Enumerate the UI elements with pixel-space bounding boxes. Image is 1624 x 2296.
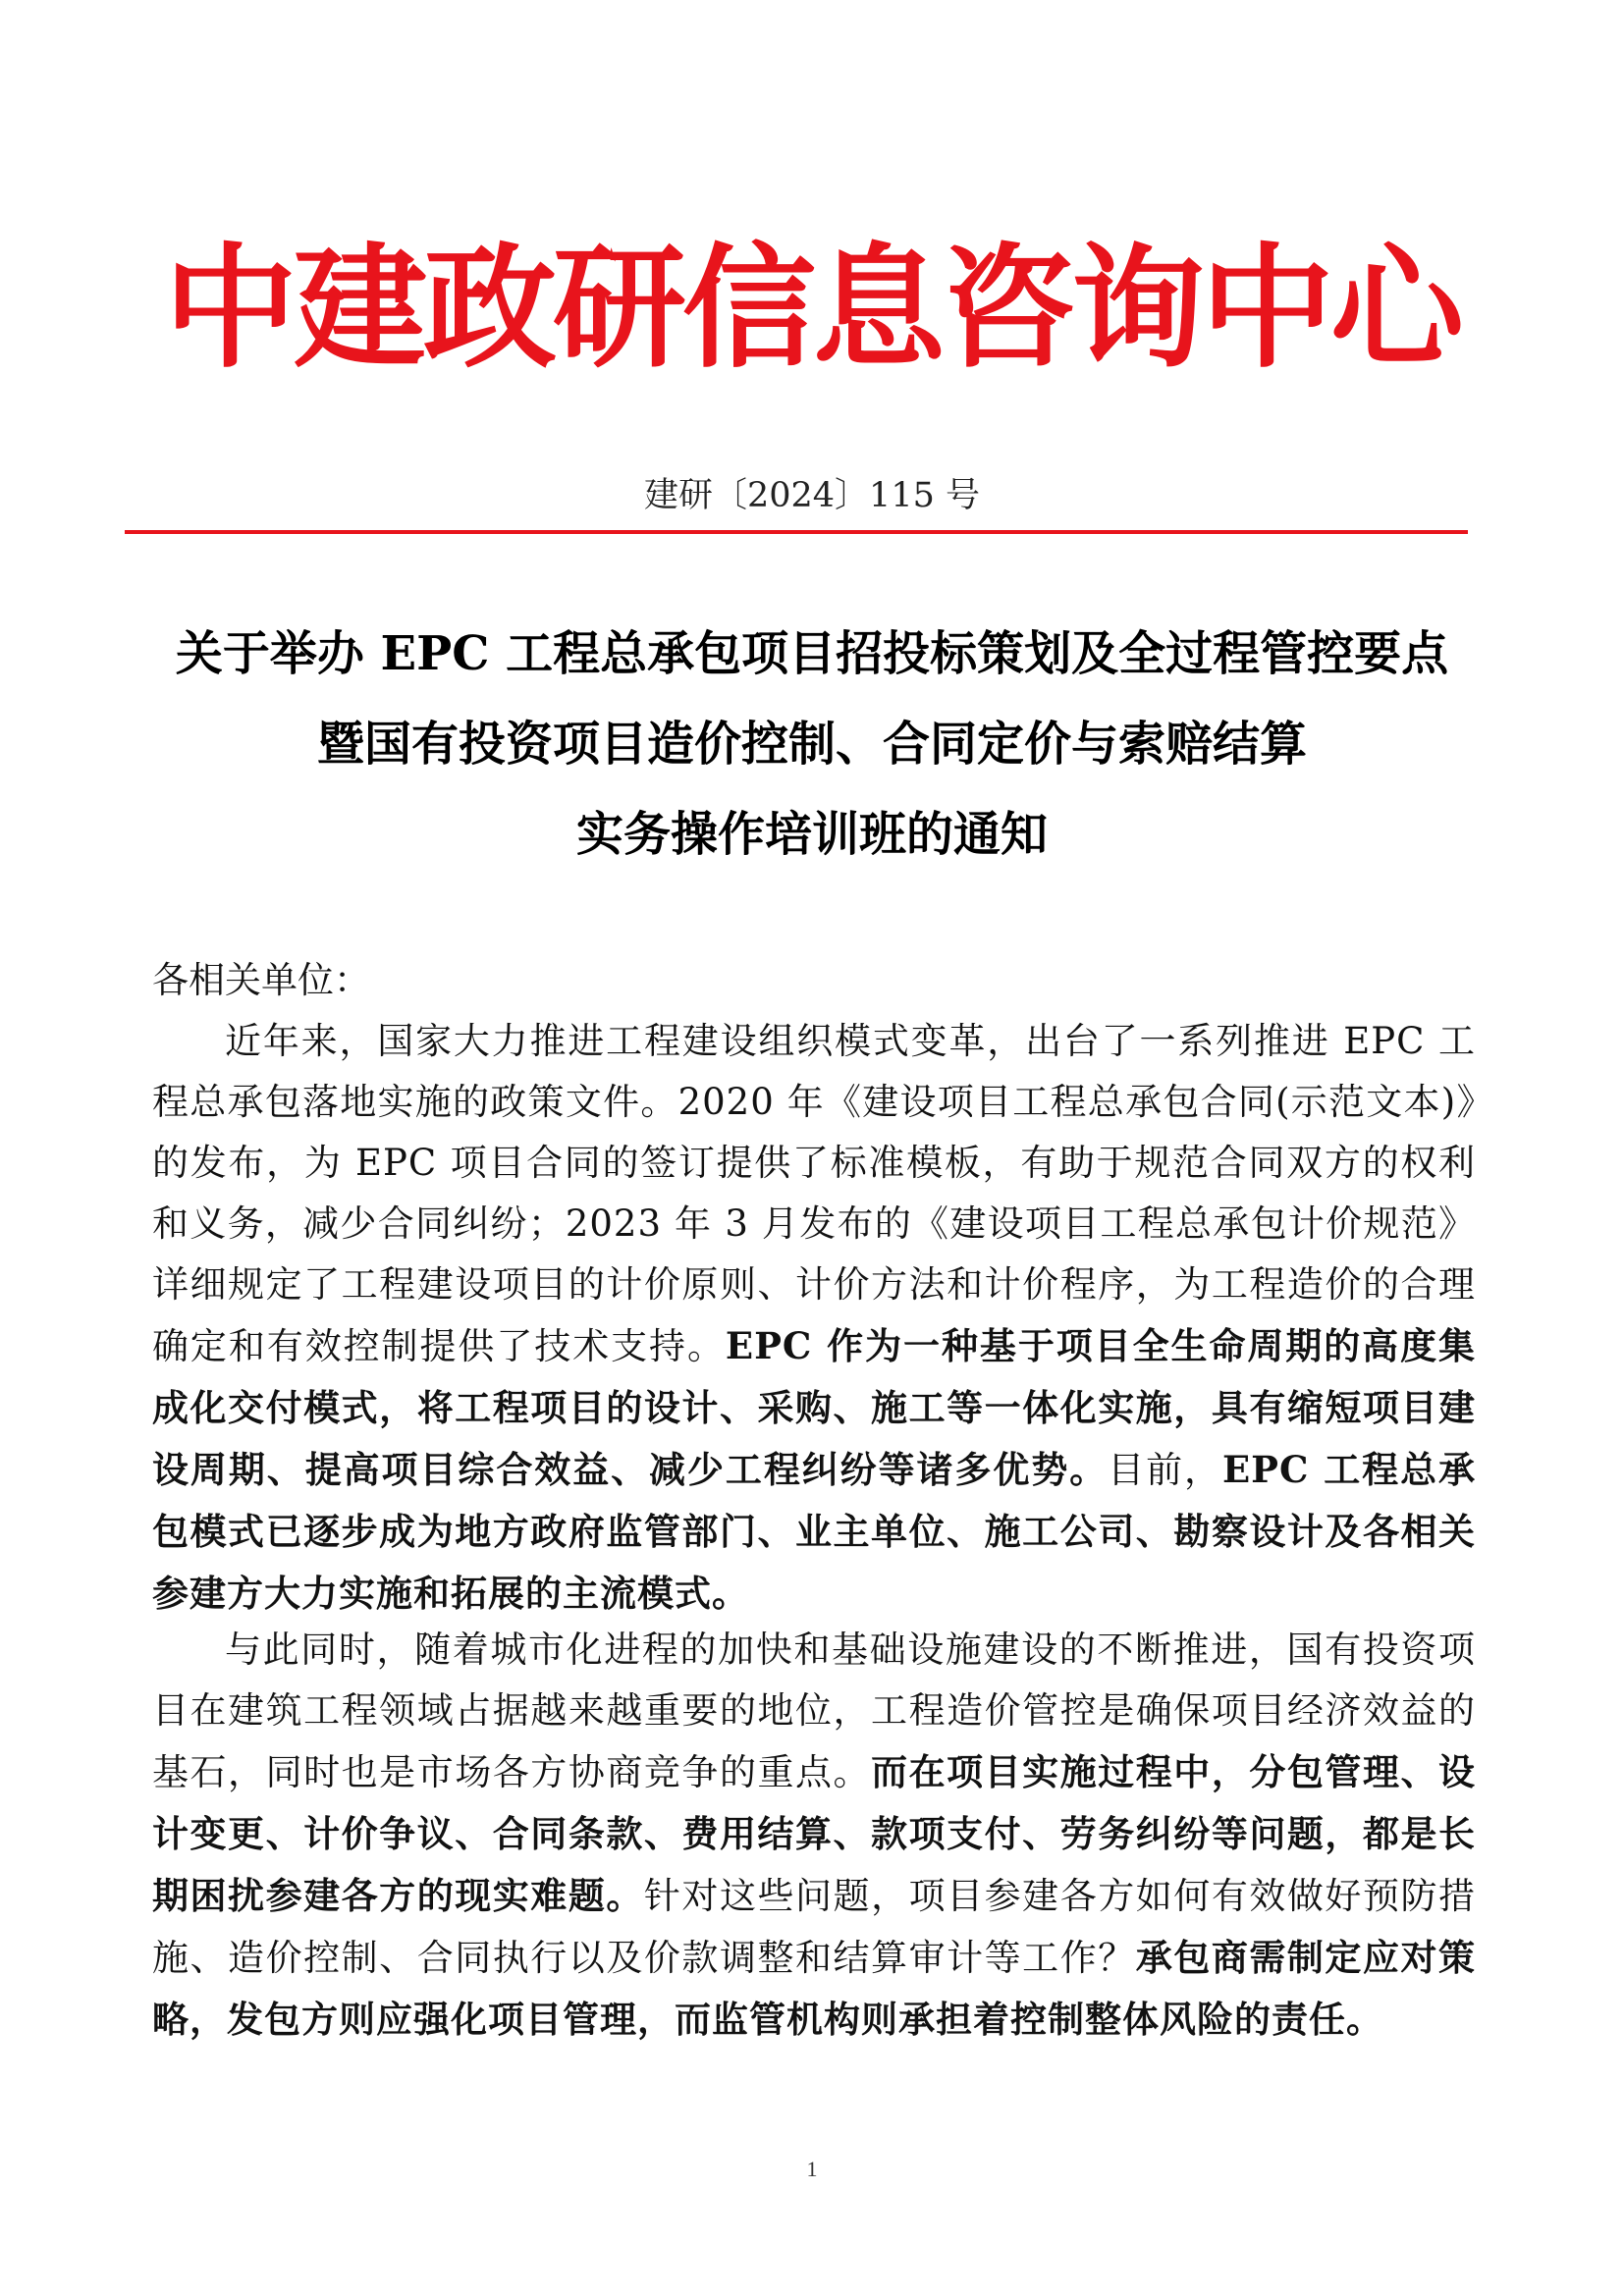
title-line-3: 实务操作培训班的通知	[575, 807, 1048, 862]
organization-header: 中建政研信息咨询中心	[164, 232, 1460, 387]
paragraph-2-emphasis-a: 而在项目实施过程中，分包管理、设计变更、计价争议、合同条款、费用结算、款项支付、劳务纠纷等问题，都是长期困扰参建各方的现实难题。	[152, 1750, 1477, 1917]
paragraph-1-emphasis-b: EPC 工程总承包模式已逐步成为地方政府监管部门、业主单位、施工公司、勘察设计及各相关参建方大力实施和拓展的主流模式。	[152, 1448, 1476, 1615]
salutation: 各相关单位：	[152, 959, 370, 1001]
paragraph-1-text-b: 目前，	[1108, 1449, 1222, 1491]
paragraph-1-text-a: 近年来，国家大力推进工程建设组织模式变革，出台了一系列推进 EPC 工程总承包落地实施的政策文件。2020 年《建设项目工程总承包合同(示范文本)》的发布，为 EPC 项目合同的签订提供了标准模板，有助于规范合同双方的权利和义务，减少合同纠纷；2023 年 3 月发布的《建设项目工程总承包计价规范》详细规定了工程建设项目的计价原则、计价方法和计价程序，为工程造价的合理确定和有效控制提供了技术支持。	[152, 1020, 1476, 1367]
notice-title	[59, 609, 1565, 880]
paragraph-2-text-a: 与此同时，随着城市化进程的加快和基础设施建设的不断推进，国有投资项目在建筑工程领域占据越来越重要的地位，工程造价管控是确保项目经济效益的基石，同时也是市场各方协商竞争的重点。	[152, 1629, 1476, 1793]
title-line-1: 关于举办 EPC 工程总承包项目招投标策划及全过程管控要点	[175, 626, 1449, 681]
paragraph-2-text-b: 针对这些问题，项目参建各方如何有效做好预防措施、造价控制、合同执行以及价款调整和结算审计等工作？	[152, 1875, 1477, 1979]
title-line-2: 暨国有投资项目造价控制、合同定价与索赔结算	[316, 717, 1307, 772]
paragraph-2-emphasis-b: 承包商需制定应对策略，发包方则应强化项目管理，而监管机构则承担着控制整体风险的责任。	[152, 1936, 1477, 2041]
body-paragraph-2	[152, 1620, 1476, 2051]
page-number: 1	[806, 2157, 818, 2181]
red-divider-line	[125, 530, 1468, 534]
document-number: 建研〔2024〕115 号	[643, 476, 980, 515]
paragraph-1-emphasis-a: EPC 作为一种基于项目全生命周期的高度集成化交付模式，将工程项目的设计、采购、施工等一体化实施，具有缩短项目建设周期、提高项目综合效益、减少工程纠纷等诸多优势。	[152, 1324, 1477, 1491]
body-paragraph-1	[152, 1011, 1476, 1625]
